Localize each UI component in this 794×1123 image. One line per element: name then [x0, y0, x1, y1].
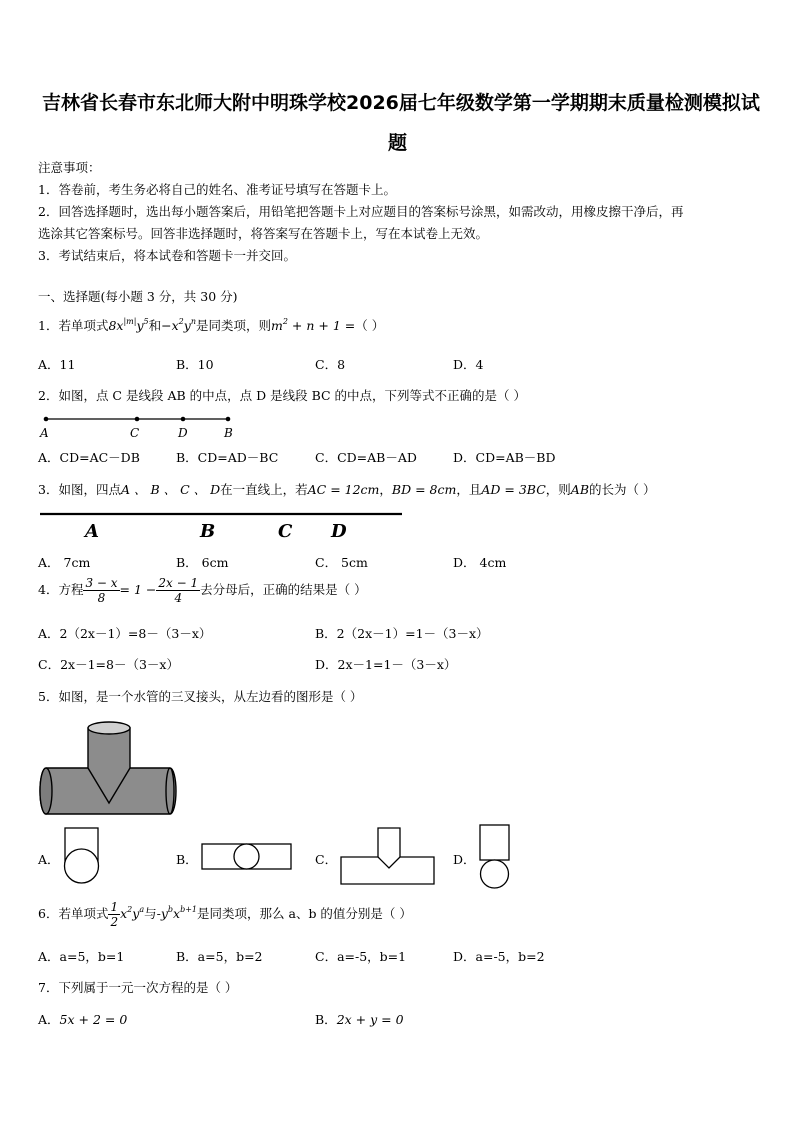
q1-expr	[271, 318, 355, 333]
q1-mid: 和	[148, 318, 162, 333]
q6-term2-xexp: b+1	[180, 905, 198, 914]
q6-option-a: A．a=5，b=1	[38, 949, 125, 964]
q2-option-d: D．CD=AB－BD	[453, 450, 556, 465]
q3-option-c: C． 5cm	[315, 555, 368, 570]
q6-term2	[157, 906, 197, 921]
q5-option-c-figure	[338, 825, 438, 887]
q4-fraction-2	[156, 576, 200, 605]
q5-option-d-label: D．	[453, 852, 476, 867]
q6-option-c: C．a=-5，b=1	[315, 949, 407, 964]
q6-fraction-num: 1	[110, 900, 119, 914]
q3-stem-d: ，则	[545, 482, 571, 497]
q6-suffix: 是同类项，那么 a、b 的值分别是（ ）	[197, 906, 412, 921]
q3-option-a: A． 7cm	[38, 555, 91, 570]
q2-point-a: A	[40, 426, 49, 440]
q6-term2-x: x	[173, 906, 181, 921]
q4-prefix: 4．方程	[38, 582, 84, 597]
q4-fraction-2-num: 2x − 1	[158, 576, 199, 590]
q4-fraction-2-den: 4	[174, 591, 183, 605]
page-title-continued: 题	[388, 132, 408, 154]
q3-ab: AB	[570, 482, 590, 497]
q2-point-b: B	[224, 426, 233, 440]
q2-point-c: C	[130, 426, 140, 440]
q6-term1-y: y	[132, 906, 140, 921]
q7-option-b	[315, 1010, 404, 1028]
q6-term1-yexp: a	[139, 905, 145, 914]
notice-item-1: 1．答卷前，考生务必将自己的姓名、准考证号填写在答题卡上。	[38, 182, 396, 197]
notice-item-3: 3．考试结束后，将本试卷和答题卡一并交回。	[38, 248, 296, 263]
q1-prefix: 1．若单项式	[38, 318, 109, 333]
section-heading: 一、选择题(每小题 3 分，共 30 分)	[38, 289, 238, 304]
q6-prefix: 6．若单项式	[38, 906, 109, 921]
q6-option-b: B．a=5，b=2	[176, 949, 263, 964]
q1-term2-coef: −x	[161, 318, 179, 333]
question-1-stem	[38, 316, 384, 334]
question-2-stem: 2．如图，点 C 是线段 AB 的中点，点 D 是线段 BC 的中点，下列等式不正确的是（ ）	[38, 388, 526, 403]
q2-option-b: B．CD=AD－BC	[176, 450, 279, 465]
q1-term1-exp1: |m|	[123, 317, 137, 326]
q1-term2-var2: y	[183, 318, 191, 333]
q1-term2	[161, 318, 196, 333]
q5-option-b-figure	[200, 842, 295, 872]
q4-suffix: 去分母后，正确的结果是（ ）	[200, 582, 367, 597]
q5-pipe-tee-figure	[38, 715, 183, 815]
q6-term2-y: -y	[156, 906, 168, 921]
q4-option-b: B．2（2x－1）=1－（3－x）	[315, 626, 489, 641]
q7-option-b-expr: 2x + y = 0	[336, 1012, 404, 1027]
q5-option-c-label: C．	[315, 852, 338, 867]
q5-option-b-label: B．	[176, 852, 198, 867]
q6-fraction	[108, 900, 120, 929]
q6-mid: 与	[144, 906, 157, 921]
notice-item-2-cont: 选涂其它答案标号。回答非选择题时，将答案写在答题卡上，写在本试卷上无效。	[38, 226, 489, 241]
q4-option-d: D．2x－1=1－（3－x）	[315, 657, 457, 672]
q3-eq3: AD = 3BC	[481, 482, 546, 497]
q7-option-a	[38, 1010, 127, 1028]
q6-term2-yexp: b	[167, 905, 174, 914]
q3-option-d: D． 4cm	[453, 555, 507, 570]
q7-option-a-expr: 5x + 2 = 0	[59, 1012, 128, 1027]
q6-fraction-den: 2	[110, 915, 119, 929]
q1-term1-coef: 8x	[108, 318, 124, 333]
q6-term1	[120, 906, 144, 921]
question-4-stem	[38, 576, 367, 605]
q7-option-b-label: B．	[315, 1012, 337, 1027]
notice-item-2: 2．回答选择题时，选出每小题答案后，用铅笔把答题卡上对应题目的答案标号涂黑，如需改动，用橡皮擦干净后，再	[38, 204, 684, 219]
q7-option-a-label: A．	[38, 1012, 60, 1027]
q3-points: A 、 B 、 C 、 D	[120, 482, 221, 497]
q1-after: 是同类项，则	[195, 318, 271, 333]
question-5-stem: 5．如图，是一个水管的三叉接头，从左边看的图形是（ ）	[38, 689, 363, 704]
q1-expr-rest: + n + 1 =	[291, 318, 356, 333]
q1-term2-exp2: n	[190, 317, 196, 326]
q3-point-b: B	[200, 521, 216, 542]
q3-eq2: BD = 8cm	[391, 482, 457, 497]
q4-fraction-1-num: 3 − x	[85, 576, 118, 590]
question-6-stem	[38, 900, 412, 929]
q2-option-a: A．CD=AC－DB	[38, 450, 140, 465]
q4-option-c: C．2x－1=8－（3－x）	[38, 657, 179, 672]
q3-option-b: B． 6cm	[176, 555, 229, 570]
q3-line-figure	[38, 506, 408, 542]
q3-stem-e: 的长为（ ）	[589, 482, 656, 497]
q6-option-d: D．a=-5，b=2	[453, 949, 545, 964]
question-3-stem: 3．如图，四点A 、 B 、 C 、 D在一直线上，若AC = 12cm，BD = 8cm，且AD = 3BC，则AB的长为（ ）	[38, 482, 656, 497]
q4-eq: = 1 −	[119, 582, 157, 597]
q4-option-a: A．2（2x－1）=8－（3－x）	[38, 626, 212, 641]
q2-point-d: D	[178, 426, 188, 440]
q1-expr-exp: 2	[282, 317, 288, 326]
q6-term1-xexp: 2	[127, 905, 133, 914]
q1-option-c: C．8	[315, 357, 346, 372]
q5-option-d-figure	[474, 823, 519, 891]
q3-stem-a: 3．如图，四点	[38, 482, 121, 497]
q3-stem-b: 在一直线上，若	[220, 482, 308, 497]
q1-paren: （ ）	[355, 318, 385, 333]
q3-point-a: A	[85, 521, 99, 542]
notice-heading: 注意事项：	[38, 160, 101, 175]
q1-term1-exp2: 5	[143, 317, 149, 326]
q6-term1-x: x	[120, 906, 128, 921]
q4-fraction-1-den: 8	[97, 591, 106, 605]
question-7-stem: 7．下列属于一元一次方程的是（ ）	[38, 980, 238, 995]
q1-term1	[108, 318, 148, 333]
q3-point-c: C	[278, 521, 293, 542]
q3-point-d: D	[331, 521, 347, 542]
q1-term1-var2: y	[136, 318, 144, 333]
q1-option-a: A．11	[38, 357, 76, 372]
q1-term2-exp1: 2	[178, 317, 184, 326]
page-title: 吉林省长春市东北师大附中明珠学校2026届七年级数学第一学期期末质量检测模拟试	[42, 92, 760, 114]
q4-fraction-1	[83, 576, 119, 605]
q5-option-a-figure	[60, 826, 105, 888]
q5-option-a-label: A．	[38, 852, 60, 867]
q3-stem-c: ，且	[456, 482, 482, 497]
q1-expr-m: m	[270, 318, 283, 333]
q1-option-d: D．4	[453, 357, 484, 372]
q3-eq1: AC = 12cm	[307, 482, 380, 497]
q2-option-c: C．CD=AB－AD	[315, 450, 417, 465]
q1-option-b: B．10	[176, 357, 214, 372]
q2-segment-figure	[38, 410, 248, 440]
